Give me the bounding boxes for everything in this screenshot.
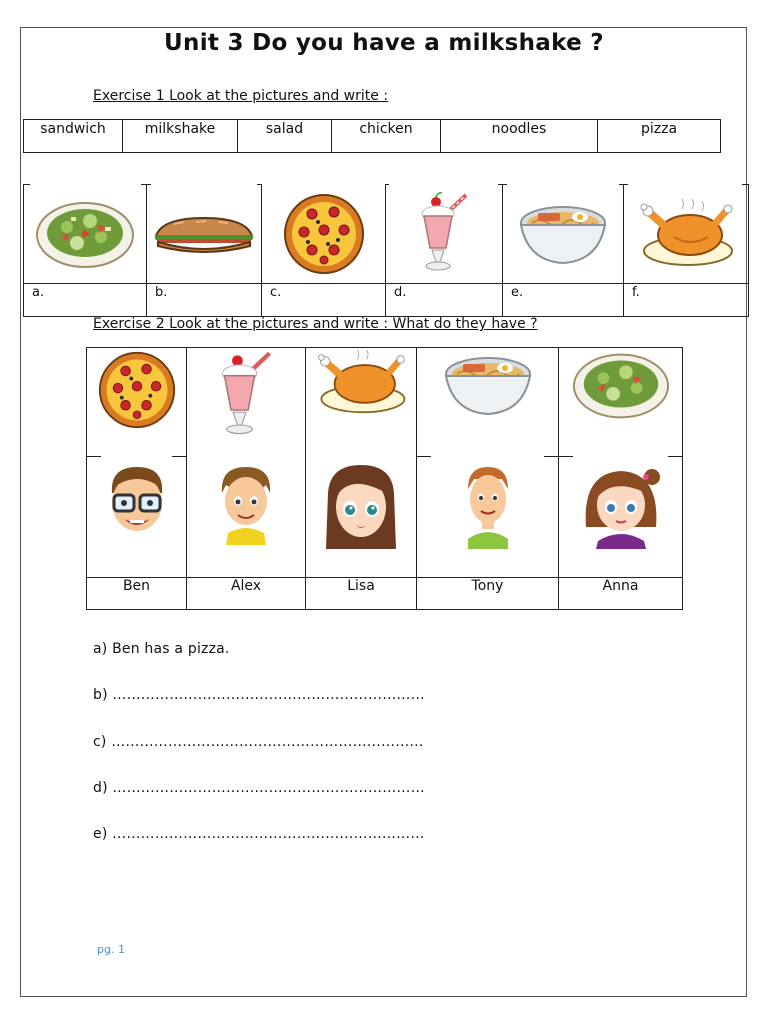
girl-avatar bbox=[578, 463, 664, 549]
salad-icon bbox=[35, 199, 135, 269]
food-cell bbox=[417, 348, 559, 457]
kid-name: Alex bbox=[187, 578, 306, 610]
exercise-1-heading: Exercise 1 Look at the pictures and write : bbox=[93, 88, 389, 104]
kid-name: Tony bbox=[417, 578, 559, 610]
girl-avatar bbox=[320, 463, 402, 553]
kid-name: Lisa bbox=[306, 578, 417, 610]
food-cell bbox=[559, 348, 683, 457]
sandwich-icon bbox=[152, 214, 256, 254]
milkshake-icon bbox=[216, 350, 276, 440]
example-sentence: a) Ben has a pizza. bbox=[93, 641, 230, 657]
milkshake-icon bbox=[416, 192, 472, 276]
face-cell bbox=[559, 457, 683, 578]
face-cell bbox=[87, 457, 187, 578]
boy-with-glasses-avatar bbox=[100, 463, 174, 539]
picture-cell bbox=[147, 185, 262, 284]
exercise-2-heading: Exercise 2 Look at the pictures and write : What do they have ? bbox=[93, 316, 538, 332]
picture-cell bbox=[24, 185, 147, 284]
kid-name: Ben bbox=[87, 578, 187, 610]
pizza-icon bbox=[97, 350, 177, 430]
pizza-icon bbox=[282, 192, 366, 276]
word-bank-cell: noodles bbox=[441, 120, 598, 153]
word-bank-cell: milkshake bbox=[123, 120, 238, 153]
food-cell bbox=[187, 348, 306, 457]
word-bank-cell: chicken bbox=[332, 120, 441, 153]
picture-cell bbox=[624, 185, 749, 284]
noodles-icon bbox=[443, 350, 533, 420]
chicken-icon bbox=[638, 199, 734, 269]
answer-line[interactable]: c) ………………………………………………………… bbox=[93, 734, 424, 750]
exercise-1-picture-table bbox=[23, 184, 749, 317]
food-cell bbox=[306, 348, 417, 457]
face-cell bbox=[187, 457, 306, 578]
picture-cell bbox=[262, 185, 386, 284]
salad-icon bbox=[572, 350, 670, 420]
exercise-2-table bbox=[86, 347, 683, 610]
page-number: pg. 1 bbox=[97, 943, 125, 956]
answer-letter: a. bbox=[24, 284, 147, 317]
boy-avatar bbox=[216, 463, 276, 545]
word-bank-cell: salad bbox=[238, 120, 332, 153]
answer-line[interactable]: d) ………………………………………………………… bbox=[93, 780, 425, 796]
answer-letter: e. bbox=[503, 284, 624, 317]
picture-cell bbox=[386, 185, 503, 284]
face-cell bbox=[417, 457, 559, 578]
word-bank-cell: pizza bbox=[598, 120, 721, 153]
answer-letter: d. bbox=[386, 284, 503, 317]
picture-cell bbox=[503, 185, 624, 284]
page-title: Unit 3 Do you have a milkshake ? bbox=[164, 30, 604, 56]
word-bank-cell: sandwich bbox=[24, 120, 123, 153]
kid-name: Anna bbox=[559, 578, 683, 610]
chicken-icon bbox=[313, 350, 409, 416]
answer-line[interactable]: e) ………………………………………………………… bbox=[93, 826, 425, 842]
boy-avatar bbox=[462, 463, 514, 549]
food-cell bbox=[87, 348, 187, 457]
answer-letter: c. bbox=[262, 284, 386, 317]
answer-letter: f. bbox=[624, 284, 749, 317]
noodles-icon bbox=[518, 199, 608, 269]
face-cell bbox=[306, 457, 417, 578]
answer-line[interactable]: b) ………………………………………………………… bbox=[93, 687, 425, 703]
answer-letter: b. bbox=[147, 284, 262, 317]
word-bank-table bbox=[23, 119, 721, 153]
